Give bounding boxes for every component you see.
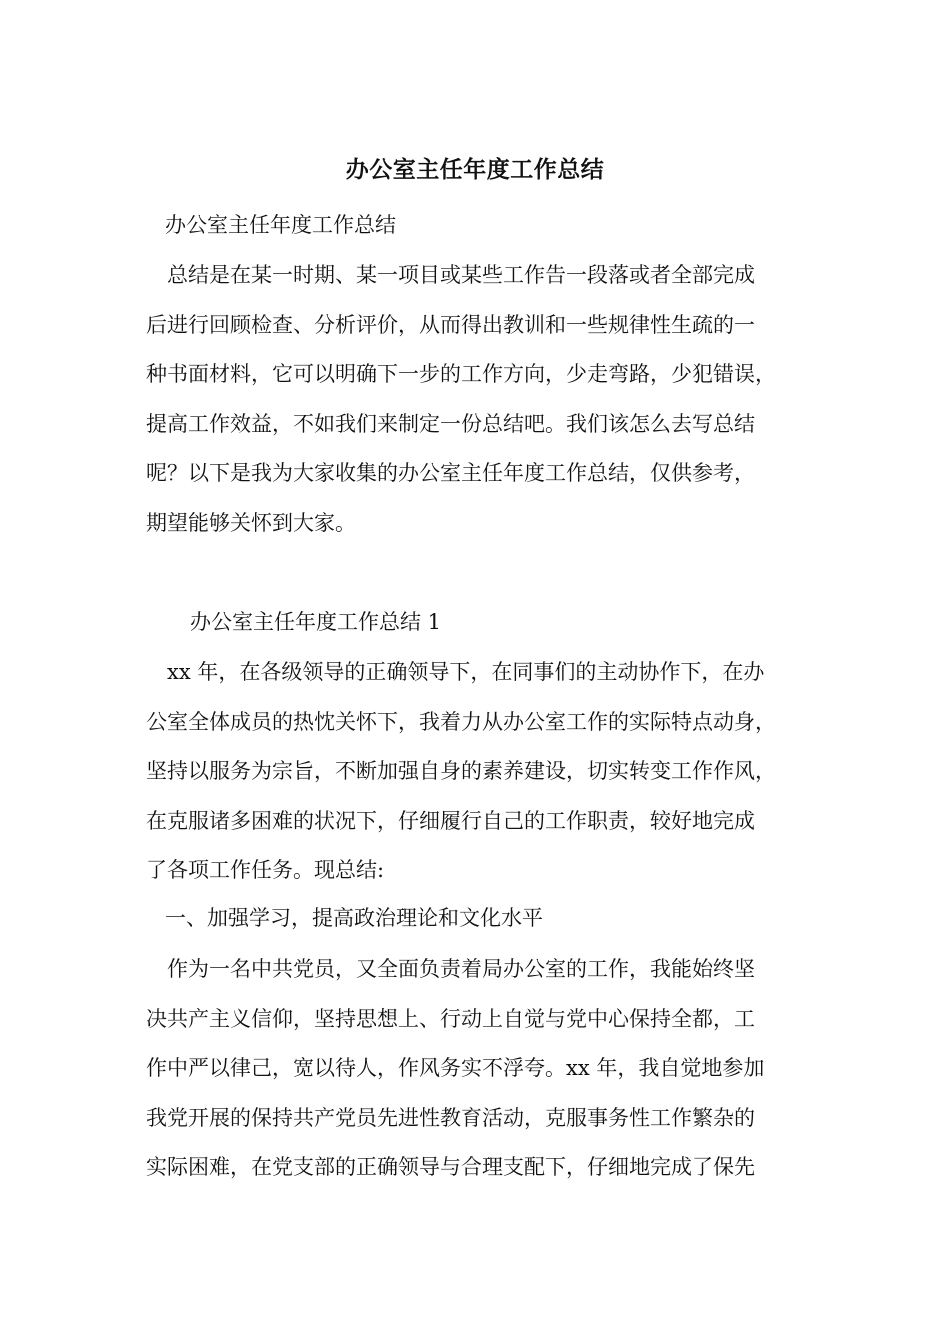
body-line: 了各项工作任务。现总结: [146, 858, 385, 882]
intro-line: 呢？以下是我为大家收集的办公室主任年度工作总结，仅供参考， [146, 461, 755, 485]
subsection-heading: 一、加强学习，提高政治理论和文化水平 [165, 906, 543, 930]
intro-line: 提高工作效益，不如我们来制定一份总结吧。我们该怎么去写总结 [146, 411, 755, 436]
body-line: xx 年，在各级领导的正确领导下，在同事们的主动协作下，在办 [146, 660, 765, 684]
document-title: 办公室主任年度工作总结 [345, 156, 605, 183]
body-line: 决共产主义信仰，坚持思想上、行动上自觉与党中心保持全都，工 [146, 1006, 755, 1031]
body-line: 公室全体成员的热忱关怀下，我着力从办公室工作的实际特点动身， [146, 709, 776, 734]
body-paragraph-2 [146, 945, 811, 1193]
body-line: 作中严以律己，宽以待人，作风务实不浮夸。xx 年，我自觉地参加 [146, 1056, 765, 1080]
body-line: 我党开展的保持共产党员先进性教育活动，克服事务性工作繁杂的 [146, 1105, 755, 1130]
body-line: 作为一名中共党员，又全面负责着局办公室的工作，我能始终坚 [146, 957, 755, 981]
intro-line: 总结是在某一时期、某一项目或某些工作告一段落或者全部完成 [146, 263, 755, 287]
body-paragraph-1 [146, 648, 811, 896]
section-heading: 办公室主任年度工作总结 1 [190, 610, 442, 634]
intro-line: 期望能够关怀到大家。 [146, 510, 356, 535]
body-line: 在克服诸多困难的状况下，仔细履行自己的工作职责，较好地完成 [146, 808, 755, 833]
body-line: 坚持以服务为宗旨，不断加强自身的素养建设，切实转变工作作风， [146, 759, 776, 783]
document-subtitle: 办公室主任年度工作总结 [165, 213, 396, 237]
intro-line: 后进行回顾检查、分析评价，从而得出教训和一些规律性生疏的一 [146, 312, 755, 337]
body-line: 实际困难，在党支部的正确领导与合理支配下，仔细地完成了保先 [146, 1155, 755, 1179]
intro-paragraph [146, 251, 811, 548]
intro-line: 种书面材料，它可以明确下一步的工作方向，少走弯路，少犯错误， [146, 362, 776, 386]
